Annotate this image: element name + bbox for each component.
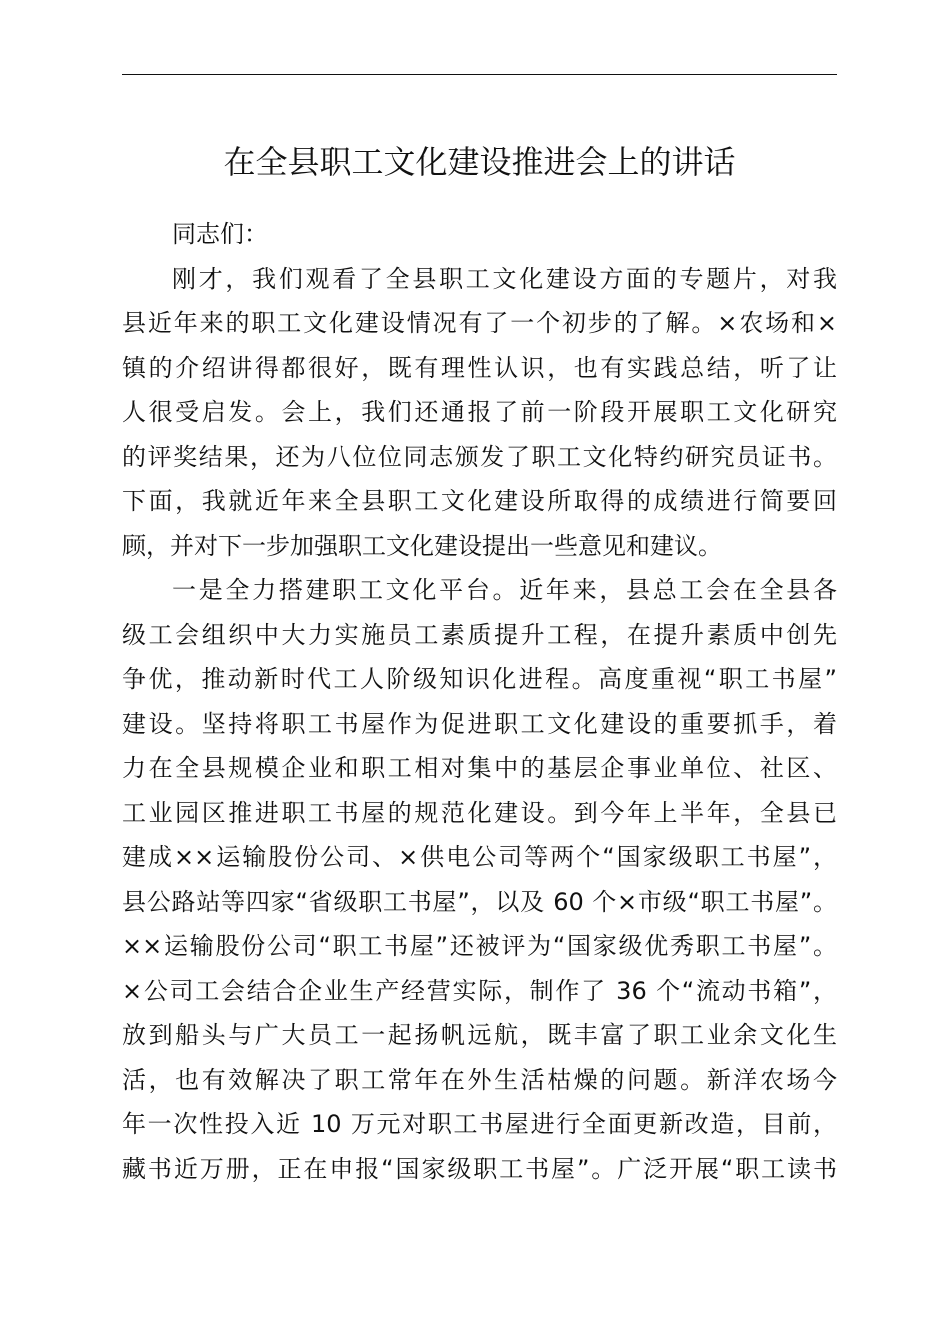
body-lines xyxy=(122,257,837,1192)
text-line: 的评奖结果，还为八位位同志颁发了职工文化特约研究员证书。 xyxy=(122,442,837,471)
text-line: ×公司工会结合企业生产经营实际，制作了 36 个“流动书箱”， xyxy=(122,976,837,1005)
text-line: 工业园区推进职工书屋的规范化建设。到今年上半年，全县已 xyxy=(122,798,837,827)
text-line: 藏书近万册，正在申报“国家级职工书屋”。广泛开展“职工读书 xyxy=(122,1154,837,1183)
header-rule xyxy=(122,74,837,75)
text-line: 放到船头与广大员工一起扬帆远航，既丰富了职工业余文化生 xyxy=(122,1021,837,1049)
text-line: 人很受启发。会上，我们还通报了前一阶段开展职工文化研究 xyxy=(122,398,837,426)
text-line: 建设。坚持将职工书屋作为促进职工文化建设的重要抓手，着 xyxy=(122,709,837,738)
text-line: 镇的介绍讲得都很好，既有理性认识，也有实践总结，听了让 xyxy=(122,353,837,382)
salutation: 同志们： xyxy=(172,220,268,248)
text-line: ××运输股份公司“职工书屋”还被评为“国家级优秀职工书屋”。 xyxy=(122,932,837,960)
text-line: 力在全县规模企业和职工相对集中的基层企事业单位、社区、 xyxy=(122,754,837,782)
text-line: 县近年来的职工文化建设情况有了一个初步的了解。×农场和× xyxy=(122,309,837,337)
document-title: 在全县职工文化建设推进会上的讲话 xyxy=(223,143,736,181)
text-line: 一是全力搭建职工文化平台。近年来，县总工会在全县各 xyxy=(172,576,837,604)
text-line: 县公路站等四家“省级职工书屋”，以及 60 个×市级“职工书屋”。 xyxy=(122,887,837,916)
text-line: 顾，并对下一步加强职工文化建设提出一些意见和建议。 xyxy=(122,531,722,560)
text-line: 下面，我就近年来全县职工文化建设所取得的成绩进行简要回 xyxy=(122,487,837,515)
text-line: 级工会组织中大力实施员工素质提升工程，在提升素质中创先 xyxy=(122,620,837,649)
text-line: 年一次性投入近 10 万元对职工书屋进行全面更新改造，目前， xyxy=(122,1110,837,1138)
text-line: 活，也有效解决了职工常年在外生活枯燥的问题。新洋农场今 xyxy=(122,1065,837,1094)
text-line: 争优，推动新时代工人阶级知识化进程。高度重视“职工书屋” xyxy=(122,665,837,693)
text-line: 建成××运输股份公司、×供电公司等两个“国家级职工书屋”， xyxy=(122,843,837,871)
document-body xyxy=(122,212,837,1191)
text-line: 刚才，我们观看了全县职工文化建设方面的专题片，对我 xyxy=(172,264,837,293)
